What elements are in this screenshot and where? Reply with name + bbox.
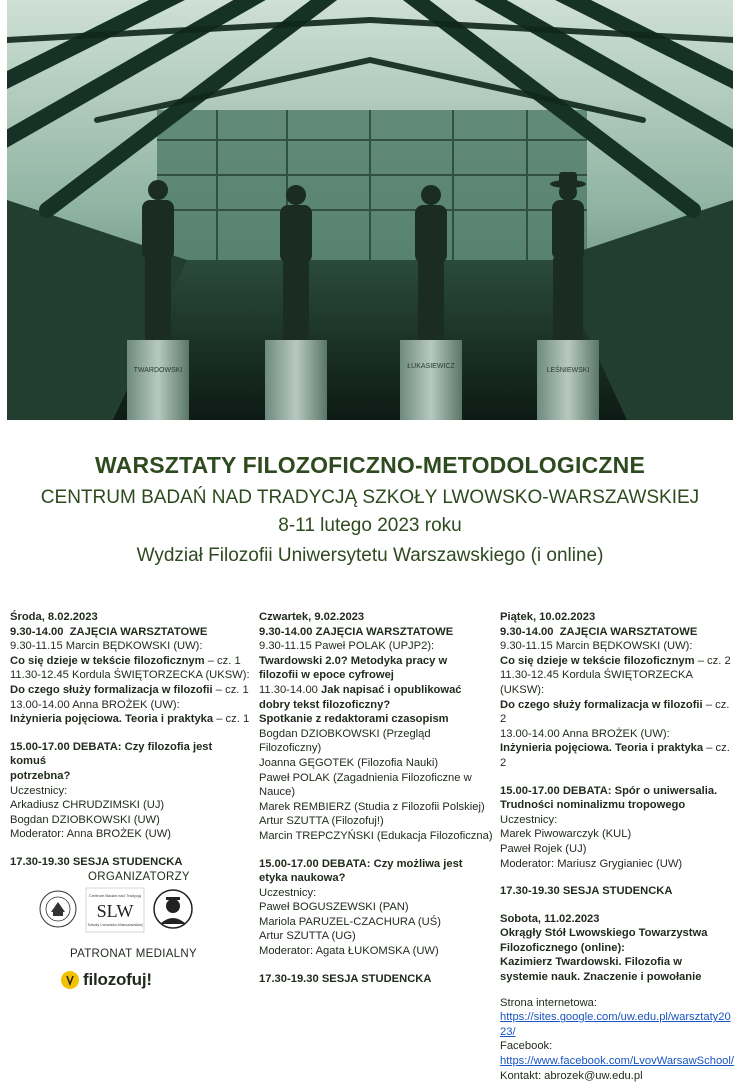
workshop-line <box>10 625 250 640</box>
uw-logo <box>40 891 76 927</box>
workshop-time: 9.30-14.00 <box>259 625 313 638</box>
session-part: – cz. 2 <box>500 742 730 769</box>
workshop-line <box>500 625 736 640</box>
workshop-time: 9.30-14.00 <box>10 625 64 638</box>
debate-title-cont: etyka naukowa? <box>259 872 346 885</box>
session-title-line <box>500 741 736 770</box>
facebook-link[interactable]: https://www.facebook.com/LvovWarsawSchool/ <box>500 1055 734 1068</box>
slw-mark: SLW <box>96 901 134 921</box>
participants-label: Uczestnicy: <box>10 784 68 797</box>
participant: Bogdan DZIOBKOWSKI (UW) <box>10 813 160 826</box>
student-session: 17.30-19.30 SESJA STUDENCKA <box>259 972 432 985</box>
session-title-cont: Spotkanie z redaktorami czasopism <box>259 713 449 726</box>
website-link[interactable]: https://sites.google.com/uw.edu.pl/warsztaty20 <box>500 1011 731 1024</box>
page-subtitle: CENTRUM BADAŃ NAD TRADYCJĄ SZKOŁY LWOWSKO-WARSZAWSKIEJ <box>40 487 700 508</box>
headings-block <box>0 452 740 567</box>
editor: Bogdan DZIOBKOWSKI (Przegląd <box>259 727 431 740</box>
filozofuj-logo <box>60 970 152 990</box>
workshop-label: ZAJĘCIA WARSZTATOWE <box>69 625 208 638</box>
moderator: Moderator: Agata ŁUKOMSKA (UW) <box>259 945 439 958</box>
slw-logo <box>86 888 144 932</box>
session-speaker: 11.30-12.45 Kordula ŚWIĘTORZECKA (UKSW): <box>10 669 250 682</box>
session-title-line <box>10 683 250 698</box>
hero-illustration <box>7 0 733 420</box>
saturday-line: Okrągły Stół Lwowskiego Towarzystwa <box>500 927 708 940</box>
editor: Marcin TREPCZYŃSKI (Edukacja Filozoficzna) <box>259 829 493 842</box>
facebook-label: Facebook: <box>500 1040 553 1053</box>
ltf-portrait-logo <box>154 890 192 928</box>
editor: Paweł POLAK (Zagadnienia Filozoficzne w <box>259 771 472 784</box>
website-label: Strona internetowa: <box>500 996 598 1009</box>
lightbulb-icon <box>60 970 80 990</box>
session-part: – cz. 1 <box>204 654 241 667</box>
participant: Arkadiusz CHRUDZIMSKI (UJ) <box>10 799 165 812</box>
participant: Paweł BOGUSZEWSKI (PAN) <box>259 901 409 914</box>
hero-photo <box>7 0 733 420</box>
session-title: Inżynieria pojęciowa. Teoria i praktyka <box>10 713 214 726</box>
filozofuj-wordmark: filozofuj! <box>83 970 152 989</box>
participants-label: Uczestnicy: <box>500 813 558 826</box>
session-time: 11.30-14.00 <box>259 683 321 696</box>
workshop-time: 9.30-14.00 <box>500 625 554 638</box>
session-speaker: 13.00-14.00 Anna BROŻEK (UW): <box>500 727 670 740</box>
participant: Marek Piwowarczyk (KUL) <box>500 828 632 841</box>
session-part: – cz. 1 <box>212 683 249 696</box>
moderator: Moderator: Mariusz Grygianiec (UW) <box>500 857 683 870</box>
session-title-cont: dobry tekst filozoficzny? <box>259 698 391 711</box>
participants-label: Uczestnicy: <box>259 886 317 899</box>
moderator: Moderator: Anna BROŻEK (UW) <box>10 828 172 841</box>
contact-email: Kontakt: abrozek@uw.edu.pl <box>500 1069 643 1082</box>
event-venue: Wydział Filozofii Uniwersytetu Warszawskiego (i online) <box>136 545 604 566</box>
session-title-line <box>10 712 250 727</box>
column-thursday <box>259 610 499 986</box>
session-speaker: 11.30-12.45 Kordula ŚWIĘTORZECKA (UKSW): <box>500 669 693 696</box>
website-link-cont[interactable]: 23/ <box>500 1025 516 1038</box>
organizer-logos <box>36 884 196 934</box>
session-title-cont: filozofii w epoce cyfrowej <box>259 669 394 682</box>
saturday-line: systemie nauk. Znaczenie i powołanie <box>500 971 702 984</box>
editor: Joanna GĘGOTEK (Filozofia Nauki) <box>259 756 439 769</box>
plaque-right: LEŚNIEWSKI <box>546 367 590 374</box>
logos-svg <box>36 884 196 934</box>
plaque-left: TWARDOWSKI <box>133 367 183 374</box>
saturday-date: Sobota, 11.02.2023 <box>500 912 600 925</box>
session-speaker: 9.30-11.15 Marcin BĘDKOWSKI (UW): <box>10 640 203 653</box>
session-speaker: 13.00-14.00 Anna BROŻEK (UW): <box>10 698 180 711</box>
organizers-title: ORGANIZATORZY <box>88 871 190 883</box>
editor: Artur SZUTTA (Filozofuj!) <box>259 815 384 828</box>
saturday-line: Filozoficznego (online): <box>500 941 625 954</box>
saturday-line: Kazimierz Twardowski. Filozofia w <box>500 956 682 969</box>
debate-title: 15.00-17.00 DEBATA: Czy filozofia jest komuś <box>10 740 213 768</box>
debate-title-cont: Trudności nominalizmu tropowego <box>500 799 686 812</box>
session-title: Co się dzieje w tekście filozoficznym <box>10 654 205 667</box>
debate-title-cont: potrzebna? <box>10 769 71 782</box>
session-title: Co się dzieje w tekście filozoficznym <box>500 654 695 667</box>
slw-small-1: Centrum Badań nad Tradycją <box>88 893 142 898</box>
session-title-line <box>500 698 736 727</box>
participant: Artur SZUTTA (UG) <box>259 930 356 943</box>
participant: Paweł Rojek (UJ) <box>500 842 587 855</box>
session-title: Do czego służy formalizacja w filozofii <box>500 698 703 711</box>
student-session: 17.30-19.30 SESJA STUDENCKA <box>500 885 673 898</box>
page-title: WARSZTATY FILOZOFICZNO-METODOLOGICZNE <box>95 452 645 478</box>
participant: Mariola PARUZEL-CZACHURA (UŚ) <box>259 915 441 928</box>
column-wednesday <box>10 610 250 870</box>
session-title: Twardowski 2.0? Metodyka pracy w <box>259 654 448 667</box>
workshop-label: ZAJĘCIA WARSZTATOWE <box>315 625 454 638</box>
day-date: Piątek, 10.02.2023 <box>500 611 596 623</box>
media-patron-title: PATRONAT MEDIALNY <box>70 948 197 960</box>
session-line <box>259 683 499 698</box>
session-speaker: 9.30-11.15 Paweł POLAK (UPJP2): <box>259 640 435 653</box>
editor: Marek REMBIERZ (Studia z Filozofii Polskiej) <box>259 800 485 813</box>
session-title: Inżynieria pojęciowa. Teoria i praktyka <box>500 742 704 755</box>
session-part: – cz. 1 <box>213 713 250 726</box>
student-session: 17.30-19.30 SESJA STUDENCKA <box>10 855 183 868</box>
session-part: – cz. 2 <box>500 698 730 726</box>
session-title: Do czego służy formalizacja w filozofii <box>10 683 213 696</box>
plaque-mid: ŁUKASIEWICZ <box>407 363 455 370</box>
day-date: Środa, 8.02.2023 <box>10 611 98 623</box>
session-title-line <box>500 654 736 669</box>
session-title: Jak napisać i opublikować <box>321 683 462 696</box>
session-part: – cz. 2 <box>694 654 731 667</box>
debate-title: 15.00-17.00 DEBATA: Czy możliwa jest <box>259 857 463 870</box>
workshop-line <box>259 625 499 640</box>
slw-small-2: Szkoły Lwowsko-Warszawskiej <box>87 922 143 927</box>
day-date: Czwartek, 9.02.2023 <box>259 611 365 623</box>
workshop-label: ZAJĘCIA WARSZTATOWE <box>559 625 698 638</box>
editor-cont: Filozoficzny) <box>259 742 322 755</box>
event-dates: 8-11 lutego 2023 roku <box>278 515 462 536</box>
session-speaker: 9.30-11.15 Marcin BĘDKOWSKI (UW): <box>500 640 693 653</box>
editor-cont: Nauce) <box>259 786 296 799</box>
session-title-line <box>10 654 250 669</box>
debate-title: 15.00-17.00 DEBATA: Spór o uniwersalia. <box>500 784 718 797</box>
column-friday <box>500 610 736 1083</box>
